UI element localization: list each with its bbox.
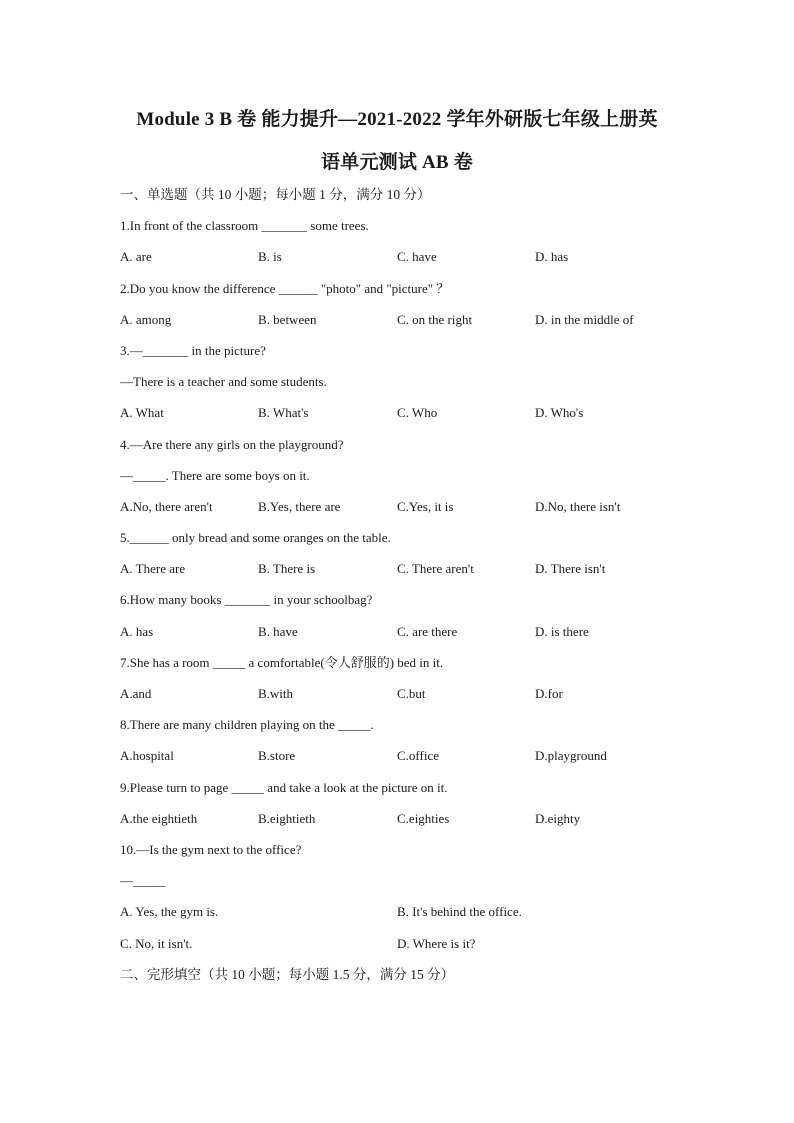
option-b: B. There is [258,561,316,576]
option-d: D. Where is it? [397,936,476,951]
question-stem: 6.How many books _______ in your schoolbag? [120,592,373,607]
option-c: C. Who [397,405,438,420]
document-title-line-2: 语单元测试 AB 卷 [321,152,473,173]
question-stem: 3.—_______ in the picture? [120,343,266,358]
option-b: B. It's behind the office. [397,904,522,919]
option-c: C. No, it isn't. [120,936,193,951]
option-a: A. among [120,312,172,327]
question-stem: 4.—Are there any girls on the playground? [120,437,344,452]
question-stem-continued: —_____ [120,873,166,888]
option-b: B.store [258,748,296,763]
question-stem: 7.She has a room _____ a comfortable(令人舒服的) bed in it. [120,655,444,670]
option-c: C. on the right [397,312,473,327]
option-c: C. There aren't [397,561,474,576]
option-b: B.with [258,686,294,701]
question-stem: 8.There are many children playing on the _____. [120,717,374,732]
option-a: A.the eightieth [120,811,198,826]
option-d: D. in the middle of [535,312,634,327]
option-b: B. between [258,312,317,327]
option-d: D. is there [535,624,589,639]
option-a: A. There are [120,561,186,576]
option-d: D. Who's [535,405,584,420]
option-c: C. are there [397,624,458,639]
question-stem: 1.In front of the classroom _______ some trees. [120,218,369,233]
option-b: B.Yes, there are [258,499,341,514]
option-b: B. What's [258,405,309,420]
option-c: C.eighties [397,811,450,826]
question-stem-continued: —_____. There are some boys on it. [120,468,310,483]
option-c: C.but [397,686,426,701]
section-heading-cloze: 二、完形填空（共 10 小题；每小题 1.5 分，满分 15 分） [120,967,455,982]
option-d: D.No, there isn't [535,499,621,514]
option-a: A.and [120,686,152,701]
option-d: D. has [535,249,569,264]
option-d: D. There isn't [535,561,606,576]
question-stem: 9.Please turn to page _____ and take a look at the picture on it. [120,780,448,795]
option-a: A. has [120,624,154,639]
option-c: C.office [397,748,439,763]
option-b: B. is [258,249,282,264]
question-stem-continued: —There is a teacher and some students. [120,374,327,389]
option-b: B.eightieth [258,811,316,826]
option-d: D.for [535,686,563,701]
question-stem: 2.Do you know the difference ______ "photo" and "picture" ？ [120,281,450,296]
option-c: C. have [397,249,437,264]
option-a: A. are [120,249,152,264]
option-b: B. have [258,624,298,639]
option-a: A. What [120,405,164,420]
document-title-line-1: Module 3 B 卷 能力提升—2021-2022 学年外研版七年级上册英 [136,109,658,130]
option-a: A. Yes, the gym is. [120,904,219,919]
option-a: A.hospital [120,748,174,763]
option-c: C.Yes, it is [397,499,454,514]
section-heading-single-choice: 一、单选题（共 10 小题；每小题 1 分，满分 10 分） [120,187,431,202]
option-d: D.eighty [535,811,581,826]
option-d: D.playground [535,748,607,763]
question-stem: 10.—Is the gym next to the office? [120,842,302,857]
question-stem: 5.______ only bread and some oranges on the table. [120,530,391,545]
option-a: A.No, there aren't [120,499,213,514]
